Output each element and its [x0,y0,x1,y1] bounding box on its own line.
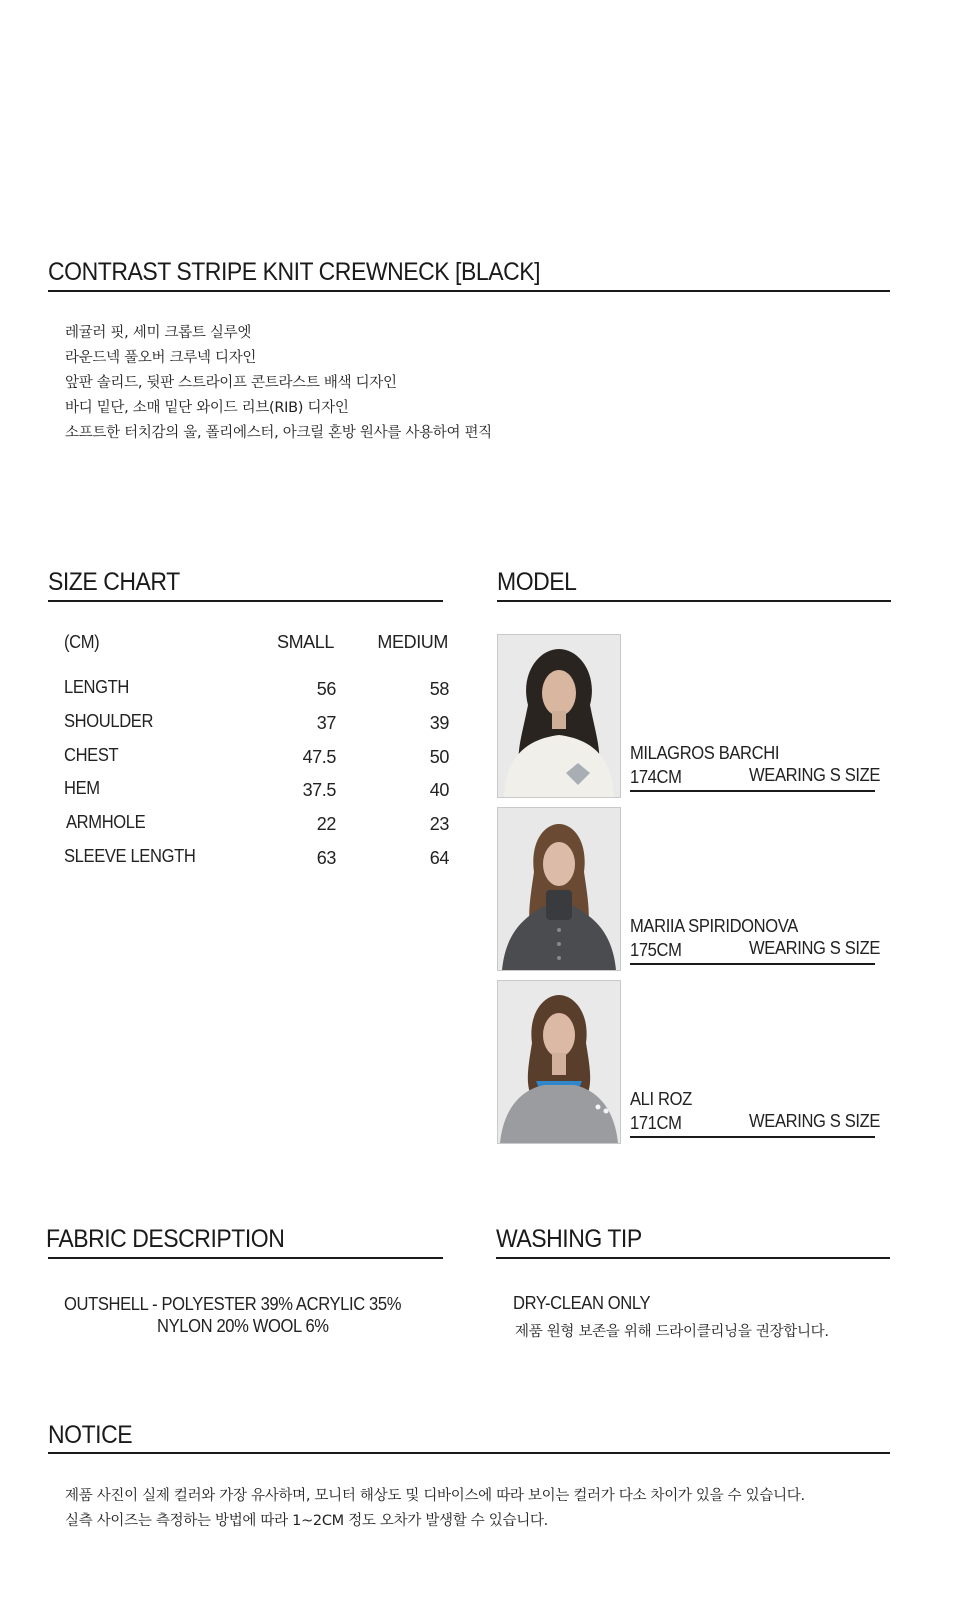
notice-heading: NOTICE [48,1421,133,1449]
notice-divider [48,1452,890,1454]
value-medium: 23 [429,814,449,834]
value-small: 56 [316,679,336,699]
notice-line: 실측 사이즈는 측정하는 방법에 따라 1~2CM 정도 오차가 발생할 수 있습니다. [65,1513,548,1529]
model-height: 175CM [630,940,682,960]
row-label: ARMHOLE [66,812,146,832]
washing-note: 제품 원형 보존을 위해 드라이클리닝을 권장합니다. [515,1324,829,1340]
value-medium: 58 [429,679,449,699]
model-height: 174CM [630,767,682,787]
row-label: SLEEVE LENGTH [64,846,196,866]
size-unit-label: (CM) [64,632,100,652]
column-header-medium: MEDIUM [377,632,448,652]
value-small: 47.5 [302,747,336,767]
value-medium: 40 [429,780,449,800]
value-small: 63 [316,848,336,868]
washing-heading: WASHING TIP [496,1225,642,1253]
model-photo [497,634,621,798]
model-name: MARIIA SPIRIDONOVA [630,916,798,936]
description-line: 라운드넥 풀오버 크루넥 디자인 [65,350,257,366]
value-small: 37 [316,713,336,733]
row-label: SHOULDER [64,711,154,731]
model-photo [497,980,621,1144]
model-divider [497,600,891,602]
row-label: CHEST [64,745,119,765]
value-medium: 64 [429,848,449,868]
value-medium: 39 [429,713,449,733]
model-name: ALI ROZ [630,1089,692,1109]
value-medium: 50 [429,747,449,767]
title-divider [48,290,890,292]
washing-divider [496,1257,890,1259]
description-line: 레귤러 핏, 세미 크롭트 실루엣 [65,325,252,341]
model-divider-line [630,1136,875,1138]
fabric-heading: FABRIC DESCRIPTION [46,1225,285,1253]
fabric-composition-line: NYLON 20% WOOL 6% [157,1316,329,1336]
product-title: CONTRAST STRIPE KNIT CREWNECK [BLACK] [48,258,541,286]
model-divider-line [630,790,875,792]
washing-instruction: DRY-CLEAN ONLY [513,1293,651,1313]
notice-line: 제품 사진이 실제 컬러와 가장 유사하며, 모니터 해상도 및 디바이스에 따라 보이는 컬러가 다소 차이가 있을 수 있습니다. [65,1488,805,1504]
model-photo [497,807,621,971]
fabric-divider [48,1257,443,1259]
model-divider-line [630,963,875,965]
model-height: 171CM [630,1113,682,1133]
size-chart-divider [48,600,443,602]
model-heading: MODEL [497,568,577,596]
description-line: 소프트한 터치감의 울, 폴리에스터, 아크릴 혼방 원사를 사용하여 편직 [65,425,492,441]
model-wearing-size: WEARING S SIZE [749,938,881,958]
row-label: HEM [64,778,100,798]
model-wearing-size: WEARING S SIZE [749,1111,881,1131]
fabric-composition-line: OUTSHELL - POLYESTER 39% ACRYLIC 35% [64,1294,402,1314]
value-small: 37.5 [302,780,336,800]
model-name: MILAGROS BARCHI [630,743,780,763]
model-wearing-size: WEARING S SIZE [749,765,881,785]
column-header-small: SMALL [276,632,334,652]
description-line: 앞판 솔리드, 뒷판 스트라이프 콘트라스트 배색 디자인 [65,375,397,391]
row-label: LENGTH [64,677,129,697]
size-chart-heading: SIZE CHART [48,568,180,596]
description-line: 바디 밑단, 소매 밑단 와이드 리브(RIB) 디자인 [65,400,349,416]
value-small: 22 [316,814,336,834]
